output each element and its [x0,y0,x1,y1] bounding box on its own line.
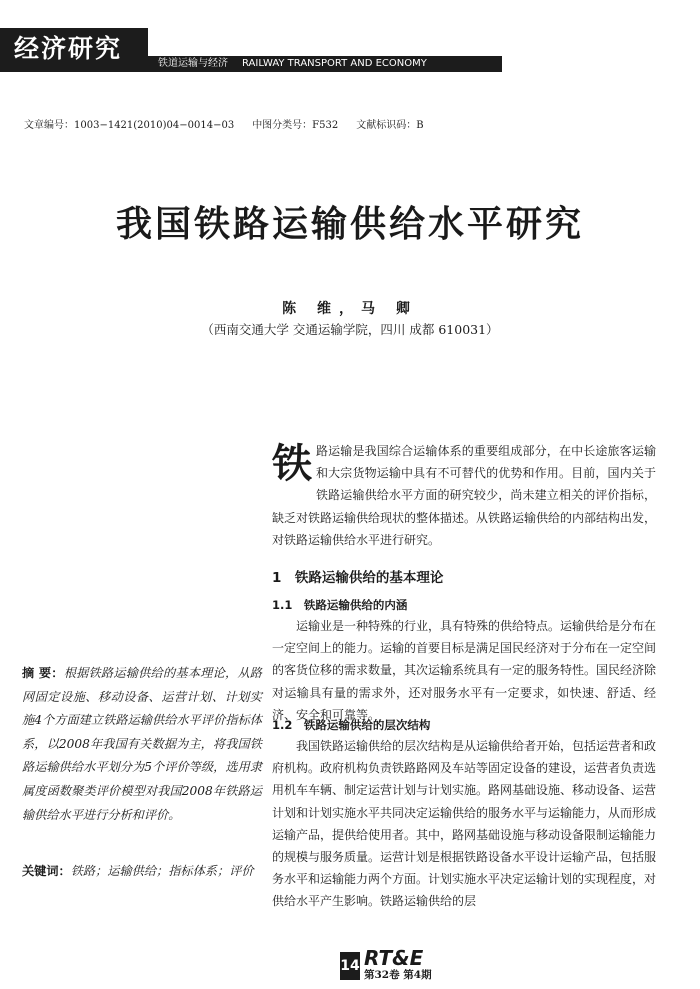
paragraph-1-2: 我国铁路运输供给的层次结构是从运输供给者开始，包括运营者和政府机构。政府机构负责铁路路网及车站等固定设备的建设，运营者负责选用机车车辆、制定运营计划与计划实施。路网基础设施、移动设备、运营计划和计划实施水平共同决定运输供给的服务水平与运输能力，从而形成运输产品，提供给使用者。其中，路网基础设施与移动设备限制运输能力的规模与服务质量。运营计划是根据铁路设备水平设计运输产品，包括服务水平和运输能力两个方面。计划实施水平决定运输计划的实现程度，对供给水平产生影响。铁路运输供给的层 [272,739,657,909]
subsection-heading-1-1: 1.1 铁路运输供给的内涵 [272,598,408,612]
section-heading-1: 1 铁路运输供给的基本理论 [272,570,444,586]
journal-name [158,57,427,71]
article-number: 文章编号：1003−1421(2010)04−0014−03 [24,120,235,131]
paragraph-1-1: 运输业是一种特殊的行业，具有特殊的供给特点。运输供给是分布在一定空间上的能力。运输的首要目标是满足国民经济对于分布在一定空间的客货位移的需求数量，其次运输系统具有一定的服务特性。国民经济除对运输具有量的需求外，还对服务水平有一定要求，如快速、舒适、经济、安全和可靠等。 [272,619,657,722]
article-meta [24,116,424,131]
section-title: 经济研究 [14,34,123,63]
author-affiliation: （西南交通大学 交通运输学院，四川 成都 610031） [201,322,499,337]
journal-name-en: RAILWAY TRANSPORT AND ECONOMY [242,58,427,69]
document-code: 文献标识码：B [356,120,424,131]
classification-number: 中图分类号：F532 [252,120,339,131]
keywords [22,860,262,884]
abstract-text: 根据铁路运输供给的基本理论，从路网固定设施、移动设备、运营计划、计划实施4个方面建立铁路运输供给水平评价指标体系，以2008年我国有关数据为主，将我国铁路运输供给水平划分为5个评价等级，选用隶属度函数聚类评价模型对我国2008年铁路运输供给水平进行分析和评价。 [22,666,262,822]
intro-text: 路运输是我国综合运输体系的重要组成部分，在中长途旅客运输和大宗货物运输中具有不可替代的优势和作用。目前，国内关于铁路运输供给水平方面的研究较少，尚未建立相关的评价指标，缺乏对铁路运输供给现状的整体描述。从铁路运输供给的内部结构出发，对铁路运输供给水平进行研究。 [272,444,657,547]
keywords-text: 铁路；运输供给；指标体系；评价 [70,864,254,878]
abstract [22,662,262,827]
page-number: 14 [340,952,360,980]
abstract-label: 摘 要： [22,666,64,680]
journal-name-cn: 铁道运输与经济 [158,58,228,69]
subsection-heading-1-2: 1.2 铁路运输供给的层次结构 [272,718,431,732]
keywords-label: 关键词： [22,864,71,878]
paper-authors: 陈 维，马 卿 [282,301,418,317]
journal-issue: 第32卷 第4期 [364,969,432,981]
intro-paragraph [272,440,656,551]
drop-cap: 铁 [272,441,312,487]
paper-title: 我国铁路运输供给水平研究 [115,204,584,245]
journal-logo: RT&E [364,946,424,970]
